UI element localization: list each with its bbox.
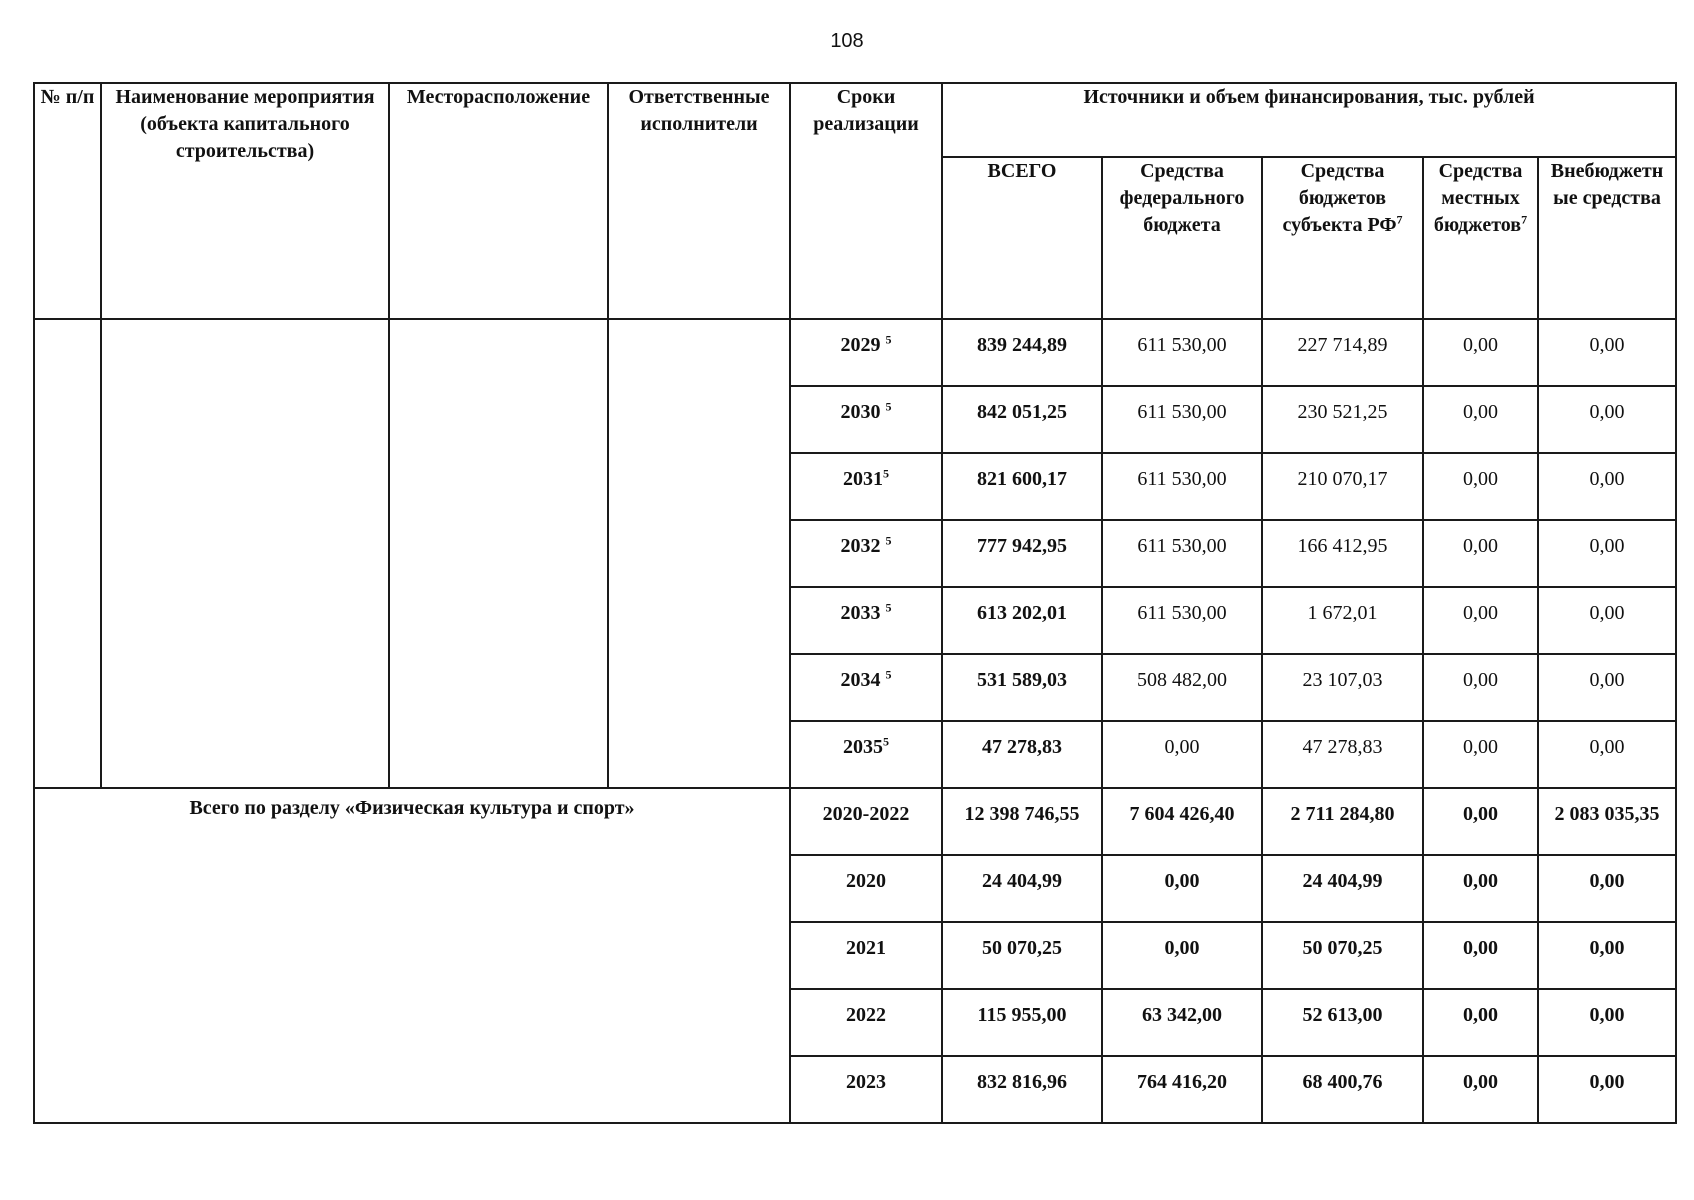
- regional-cell: 210 070,17: [1262, 453, 1423, 520]
- header-local: [1423, 157, 1538, 319]
- extra-cell: 0,00: [1538, 922, 1676, 989]
- year-cell: [790, 721, 942, 788]
- total-cell: 47 278,83: [942, 721, 1102, 788]
- year-value: 2033: [840, 602, 881, 624]
- year-value: 2029: [840, 334, 881, 356]
- total-cell: 115 955,00: [942, 989, 1102, 1056]
- header-name: Наименование мероприятия (объекта капитального строительства): [101, 83, 389, 319]
- extra-cell: 0,00: [1538, 721, 1676, 788]
- year-footnote: 5: [885, 332, 892, 347]
- year-footnote: 5: [885, 600, 892, 615]
- local-cell: 0,00: [1423, 654, 1538, 721]
- extra-cell: 0,00: [1538, 520, 1676, 587]
- local-cell: 0,00: [1423, 520, 1538, 587]
- year-footnote: 5: [885, 667, 892, 682]
- header-regional: [1262, 157, 1423, 319]
- local-cell: 0,00: [1423, 319, 1538, 386]
- total-cell: 531 589,03: [942, 654, 1102, 721]
- regional-cell: 227 714,89: [1262, 319, 1423, 386]
- header-num: № п/п: [34, 83, 101, 319]
- regional-cell: 47 278,83: [1262, 721, 1423, 788]
- total-cell: 12 398 746,55: [942, 788, 1102, 855]
- header-local-label: Средства местных бюджетов: [1433, 160, 1523, 236]
- local-cell: 0,00: [1423, 1056, 1538, 1123]
- year-value: 2031: [843, 468, 883, 490]
- header-regional-footnote: 7: [1396, 212, 1403, 227]
- year-cell: [790, 654, 942, 721]
- header-local-footnote: 7: [1521, 212, 1528, 227]
- section-total-label: Всего по разделу «Физическая культура и спорт»: [189, 797, 635, 819]
- federal-cell: 611 530,00: [1102, 453, 1262, 520]
- regional-cell: 52 613,00: [1262, 989, 1423, 1056]
- regional-cell: 2 711 284,80: [1262, 788, 1423, 855]
- federal-cell: 63 342,00: [1102, 989, 1262, 1056]
- federal-cell: 611 530,00: [1102, 520, 1262, 587]
- year-value: 2034: [840, 669, 881, 691]
- federal-cell: 0,00: [1102, 855, 1262, 922]
- federal-cell: 508 482,00: [1102, 654, 1262, 721]
- header-regional-label: Средства бюджетов субъекта РФ: [1282, 160, 1397, 236]
- year-cell: [790, 587, 942, 654]
- federal-cell: 0,00: [1102, 721, 1262, 788]
- location-cell: [389, 319, 608, 788]
- total-cell: 821 600,17: [942, 453, 1102, 520]
- regional-cell: 230 521,25: [1262, 386, 1423, 453]
- local-cell: 0,00: [1423, 788, 1538, 855]
- year-cell: 2020-2022: [790, 788, 942, 855]
- regional-cell: 1 672,01: [1262, 587, 1423, 654]
- total-cell: 777 942,95: [942, 520, 1102, 587]
- year-footnote: 5: [885, 399, 892, 414]
- responsible-cell: [608, 319, 790, 788]
- regional-cell: 166 412,95: [1262, 520, 1423, 587]
- extra-cell: 0,00: [1538, 386, 1676, 453]
- total-cell: 613 202,01: [942, 587, 1102, 654]
- year-value: 2035: [843, 736, 883, 758]
- federal-cell: 611 530,00: [1102, 587, 1262, 654]
- federal-cell: 0,00: [1102, 922, 1262, 989]
- header-total: ВСЕГО: [942, 157, 1102, 319]
- regional-cell: 50 070,25: [1262, 922, 1423, 989]
- year-cell: [790, 386, 942, 453]
- table-row: [34, 319, 1676, 386]
- extra-cell: 0,00: [1538, 319, 1676, 386]
- name-cell: [101, 319, 389, 788]
- local-cell: 0,00: [1423, 855, 1538, 922]
- year-cell: 2022: [790, 989, 942, 1056]
- federal-cell: 7 604 426,40: [1102, 788, 1262, 855]
- extra-cell: 2 083 035,35: [1538, 788, 1676, 855]
- local-cell: 0,00: [1423, 989, 1538, 1056]
- header-sources-group: Источники и объем финансирования, тыс. рублей: [942, 83, 1676, 157]
- year-cell: 2023: [790, 1056, 942, 1123]
- year-cell: 2020: [790, 855, 942, 922]
- regional-cell: 24 404,99: [1262, 855, 1423, 922]
- local-cell: 0,00: [1423, 453, 1538, 520]
- extra-cell: 0,00: [1538, 855, 1676, 922]
- num-cell: [34, 319, 101, 788]
- year-footnote: 5: [883, 466, 889, 481]
- financing-table: [33, 82, 1677, 1124]
- year-value: 2032: [840, 535, 881, 557]
- local-cell: 0,00: [1423, 587, 1538, 654]
- regional-cell: 23 107,03: [1262, 654, 1423, 721]
- extra-cell: 0,00: [1538, 654, 1676, 721]
- federal-cell: 611 530,00: [1102, 319, 1262, 386]
- section-total-label-cell: [34, 788, 790, 1123]
- federal-cell: 764 416,20: [1102, 1056, 1262, 1123]
- local-cell: 0,00: [1423, 386, 1538, 453]
- regional-cell: 68 400,76: [1262, 1056, 1423, 1123]
- header-location: Месторасположение: [389, 83, 608, 319]
- year-cell: [790, 453, 942, 520]
- section-total-row: [34, 788, 1676, 855]
- local-cell: 0,00: [1423, 721, 1538, 788]
- federal-cell: 611 530,00: [1102, 386, 1262, 453]
- year-footnote: 5: [885, 533, 892, 548]
- total-cell: 842 051,25: [942, 386, 1102, 453]
- page-number: 108: [830, 30, 864, 52]
- header-extra: Внебюджетн ые средства: [1538, 157, 1676, 319]
- header-responsible: Ответственные исполнители: [608, 83, 790, 319]
- year-cell: [790, 520, 942, 587]
- total-cell: 24 404,99: [942, 855, 1102, 922]
- extra-cell: 0,00: [1538, 587, 1676, 654]
- extra-cell: 0,00: [1538, 989, 1676, 1056]
- year-footnote: 5: [883, 734, 889, 749]
- year-cell: [790, 319, 942, 386]
- year-value: 2030: [840, 401, 881, 423]
- total-cell: 50 070,25: [942, 922, 1102, 989]
- total-cell: 832 816,96: [942, 1056, 1102, 1123]
- year-cell: 2021: [790, 922, 942, 989]
- total-cell: 839 244,89: [942, 319, 1102, 386]
- local-cell: 0,00: [1423, 922, 1538, 989]
- header-federal: Средства федерального бюджета: [1102, 157, 1262, 319]
- header-period: Сроки реализации: [790, 83, 942, 319]
- extra-cell: 0,00: [1538, 1056, 1676, 1123]
- extra-cell: 0,00: [1538, 453, 1676, 520]
